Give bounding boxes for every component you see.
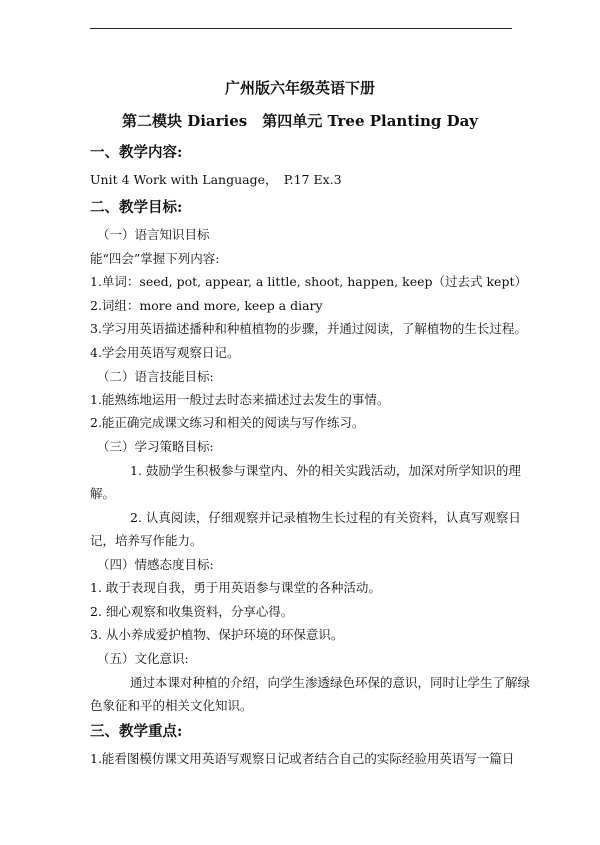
section-heading-content: 一、教学内容: (90, 144, 183, 161)
list-item-continuation: 记，培养写作能力。 (90, 533, 203, 548)
list-item: 1.能看图模仿课文用英语写观察日记或者结合自己的实际经验用英语写一篇日 (90, 751, 515, 766)
list-item: 3. 从小养成爱护植物、保护环境的环保意识。 (90, 627, 344, 642)
list-item: 2.能正确完成课文练习和相关的阅读与写作练习。 (90, 415, 365, 430)
list-item: 4.学会用英语写观察日记。 (90, 345, 240, 360)
subheading-learning-strategy: （三）学习策略目标: (97, 439, 214, 454)
subheading-language-skills: （二）语言技能目标: (97, 369, 214, 384)
list-item: 2.词组：more and more, keep a diary (90, 298, 323, 313)
unit-title: 第二模块 Diaries 第四单元 Tree Planting Day (121, 112, 479, 130)
subheading-attitude: （四）情感态度目标: (97, 557, 214, 572)
document-title: 广州版六年级英语下册 (224, 79, 375, 97)
list-item: 1.单词：seed, pot, appear, a little, shoot, happen, keep（过去式 kept） (90, 274, 527, 289)
header-rule (90, 28, 512, 29)
list-item: 3.学习用英语描述播种和种植植物的步骤，并通过阅读，了解植物的生长过程。 (90, 321, 527, 336)
content-text: Unit 4 Work with Language， P.17 Ex.3 (90, 172, 342, 187)
list-item: 1. 鼓励学生积极参与课堂内、外的相关实践活动，加深对所学知识的理 (130, 463, 521, 478)
paragraph-line: 能“四会”掌握下列内容: (90, 251, 220, 266)
list-item-continuation: 解。 (90, 486, 116, 501)
paragraph-line: 色象征和平的相关文化知识。 (90, 698, 253, 713)
section-heading-key-points: 三、教学重点: (90, 723, 183, 740)
subheading-language-knowledge: （一）语言知识目标 (97, 227, 210, 242)
subheading-culture: （五）文化意识: (97, 651, 189, 666)
list-item: 1.能熟练地运用一般过去时态来描述过去发生的事情。 (90, 392, 390, 407)
paragraph-line: 通过本课对种植的介绍，向学生渗透绿色环保的意识，同时让学生了解绿 (130, 675, 531, 690)
list-item: 1. 敢于表现自我，勇于用英语参与课堂的各种活动。 (90, 580, 381, 595)
list-item: 2. 认真阅读，仔细观察并记录植物生长过程的有关资料，认真写观察日 (130, 510, 521, 525)
section-heading-objectives: 二、教学目标: (90, 199, 183, 216)
list-item: 2. 细心观察和收集资料，分享心得。 (90, 604, 294, 619)
